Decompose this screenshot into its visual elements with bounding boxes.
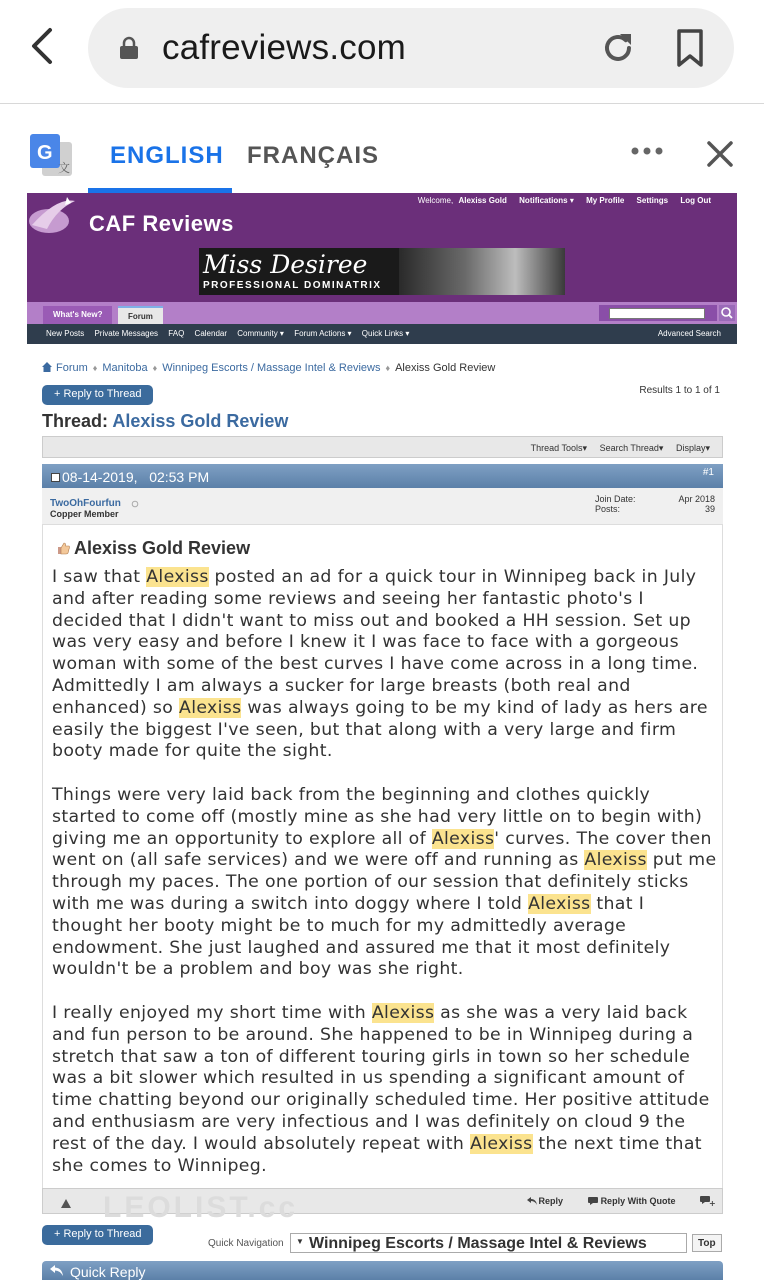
breadcrumb-separator: ♦ xyxy=(92,363,98,373)
lock-icon xyxy=(118,36,140,60)
multi-quote-icon xyxy=(700,1196,714,1206)
translate-bar xyxy=(0,104,764,194)
post-title: Alexiss Gold Review xyxy=(57,538,250,559)
results-count: Results 1 to 1 of 1 xyxy=(639,385,720,396)
breadcrumb xyxy=(42,362,495,374)
close-icon[interactable] xyxy=(706,140,734,168)
post-time: 02:53 PM xyxy=(149,469,210,485)
user-stats-labels xyxy=(595,494,636,514)
user-stats-values xyxy=(678,494,715,514)
welcome-user[interactable]: Alexiss Gold xyxy=(458,196,507,205)
chevron-down-icon: ▼ xyxy=(296,1237,304,1246)
breadcrumb-separator: ♦ xyxy=(385,363,391,373)
more-options-icon[interactable] xyxy=(630,144,664,158)
post-number[interactable]: #1 xyxy=(702,467,714,478)
join-date-value: Apr 2018 xyxy=(678,494,715,504)
breadcrumb-forum[interactable]: Forum xyxy=(56,362,88,374)
address-bar[interactable] xyxy=(88,8,734,88)
multi-quote-button[interactable] xyxy=(700,1196,714,1206)
subnav-forum-actions[interactable]: Forum Actions ▾ xyxy=(294,329,352,338)
svg-text:+: + xyxy=(709,1199,716,1208)
thread-tools-bar xyxy=(42,436,723,458)
quote-icon xyxy=(588,1197,598,1205)
highlighted-term: Alexiss xyxy=(584,850,647,871)
thread-title-prefix: Thread: xyxy=(42,411,109,431)
forum-nav xyxy=(27,302,737,324)
subnav-community[interactable]: Community ▾ xyxy=(237,329,284,338)
banner-title: Miss Desiree xyxy=(203,250,368,279)
welcome-label: Welcome, xyxy=(417,196,454,205)
thread-title xyxy=(42,411,288,432)
user-menu xyxy=(408,196,711,205)
report-icon[interactable] xyxy=(61,1199,71,1208)
logout-link[interactable]: Log Out xyxy=(680,196,711,205)
quick-navigation-label: Quick Navigation xyxy=(208,1238,284,1249)
search-icon[interactable] xyxy=(719,305,735,321)
quick-navigation-select[interactable] xyxy=(290,1233,687,1253)
svg-text:文: 文 xyxy=(58,161,71,175)
reply-arrow-icon xyxy=(527,1197,537,1205)
subnav-calendar[interactable]: Calendar xyxy=(194,329,228,338)
breadcrumb-separator: ♦ xyxy=(152,363,158,373)
top-button[interactable]: Top xyxy=(692,1234,722,1252)
reply-button[interactable]: Reply xyxy=(527,1196,564,1206)
quick-reply-header[interactable]: Quick Reply xyxy=(42,1261,723,1280)
quick-reply-icon xyxy=(50,1265,64,1277)
browser-toolbar xyxy=(0,0,764,104)
breadcrumb-current: Alexiss Gold Review xyxy=(395,362,496,374)
subnav-quick-links[interactable]: Quick Links ▾ xyxy=(361,329,410,338)
display-menu[interactable]: Display▾ xyxy=(675,443,710,453)
advanced-search-link[interactable]: Advanced Search xyxy=(657,329,721,338)
highlighted-term: Alexiss xyxy=(371,1002,435,1023)
subnav-new-posts[interactable]: New Posts xyxy=(46,329,85,338)
tab-english[interactable]: ENGLISH xyxy=(110,142,224,169)
highlighted-term: Alexiss xyxy=(470,1133,533,1154)
highlighted-term: Alexiss xyxy=(179,697,242,718)
subnav-faq[interactable]: FAQ xyxy=(168,329,185,338)
highlighted-term: Alexiss xyxy=(528,893,591,914)
banner-subtitle: PROFESSIONAL DOMINATRIX xyxy=(203,280,382,291)
post-userinfo xyxy=(42,488,723,525)
banner-image xyxy=(399,248,565,295)
settings-link[interactable]: Settings xyxy=(636,196,669,205)
breadcrumb-manitoba[interactable]: Manitoba xyxy=(102,362,148,374)
tab-forum[interactable]: Forum xyxy=(118,306,163,324)
watermark: LEOLIST.cc xyxy=(103,1191,299,1224)
post-paragraph: Things were very laid back from the beginning and clothes quickly started to come off (mostly mine as she had very little on to begin with) giving me an opportunity to explore all of Alexiss' curves. The cover then went on (all safe services) and we were off and running as Alexiss put me through my paces. The one portion of our session that definitely sticks with me was during a switch into doggy where I told Alexiss that I thought her booty might be to much for my admittedly average endowment. She just laughed and assured me that it most definitely wouldn't be a problem and boy was she right. xyxy=(52,784,717,980)
post-body xyxy=(42,525,723,1189)
post-message xyxy=(52,567,720,1199)
google-translate-icon xyxy=(28,132,76,180)
post-header xyxy=(42,464,723,488)
back-arrow-icon[interactable] xyxy=(28,24,62,68)
posts-value: 39 xyxy=(704,504,715,514)
post-footer xyxy=(42,1188,723,1224)
notifications-link[interactable]: Notifications ▾ xyxy=(519,196,574,205)
quick-navigation-value: Winnipeg Escorts / Massage Intel & Reviews xyxy=(309,1235,647,1252)
post-status-icon xyxy=(51,473,60,482)
join-date-label: Join Date: xyxy=(595,494,636,504)
url-text: cafreviews.com xyxy=(162,28,406,67)
post-paragraph: I saw that Alexiss posted an ad for a quick tour in Winnipeg back in July and after reading some reviews and seeing her fantastic photo's I decided that I didn't want to miss out and booked a HH session. Set up was very easy and before I knew it I was face to face with a gorgeous woman with some of the best curves I have come across in a long time. Admittedly I am always a sucker for large breasts (both real and enhanced) so Alexiss was always going to be my kind of lady as hers are easily the biggest I've seen, but that along with a very large and firm booty made for quite the sight. xyxy=(52,567,708,762)
search-thread-menu[interactable]: Search Thread▾ xyxy=(599,443,664,453)
reply-to-thread-button-bottom[interactable]: + Reply to Thread xyxy=(42,1225,153,1245)
thread-title-link[interactable]: Alexiss Gold Review xyxy=(112,411,289,431)
search-input[interactable] xyxy=(609,308,705,319)
tab-whats-new[interactable]: What's New? xyxy=(43,306,112,324)
main-content xyxy=(27,350,737,1280)
thumbs-up-icon xyxy=(57,541,71,555)
posts-label: Posts: xyxy=(595,504,621,514)
username-link[interactable]: TwoOhFourfun xyxy=(50,498,121,509)
user-title: Copper Member xyxy=(50,509,119,519)
post-date: 08-14-2019, 02:53 PM xyxy=(51,469,209,485)
reply-with-quote-button[interactable]: Reply With Quote xyxy=(588,1196,676,1206)
breadcrumb-winnipeg[interactable]: Winnipeg Escorts / Massage Intel & Reviews xyxy=(162,362,381,374)
my-profile-link[interactable]: My Profile xyxy=(586,196,625,205)
thread-tools-menu[interactable]: Thread Tools▾ xyxy=(530,443,588,453)
post-paragraph: I really enjoyed my short time with Alexiss as she was a very laid back and fun person to be around. She happened to be in Winnipeg during a stretch that saw a ton of different touring girls in town so her schedule was a bit slower which resulted in us spending a significant amount of time chatting beyond our originally scheduled time. Her positive attitude and enthusiasm are very infectious and I was definitely on cloud 9 the rest of the day. I would absolutely repeat with Alexiss the next time that she comes to Winnipeg. xyxy=(52,1002,710,1176)
forum-header xyxy=(27,193,737,303)
tab-french[interactable]: FRANÇAIS xyxy=(247,142,379,169)
home-icon[interactable] xyxy=(42,362,52,372)
offline-status-icon xyxy=(131,500,139,508)
sub-nav xyxy=(27,324,737,344)
subnav-private-messages[interactable]: Private Messages xyxy=(94,329,159,338)
reload-icon[interactable] xyxy=(598,28,638,68)
ad-banner[interactable] xyxy=(199,248,565,295)
highlighted-term: Alexiss xyxy=(431,828,495,849)
svg-text:G: G xyxy=(37,142,53,164)
bookmark-icon[interactable] xyxy=(674,28,706,68)
highlighted-term: Alexiss xyxy=(146,567,209,587)
site-logo[interactable]: CAF Reviews xyxy=(89,211,234,236)
reply-to-thread-button[interactable]: + Reply to Thread xyxy=(42,385,153,405)
